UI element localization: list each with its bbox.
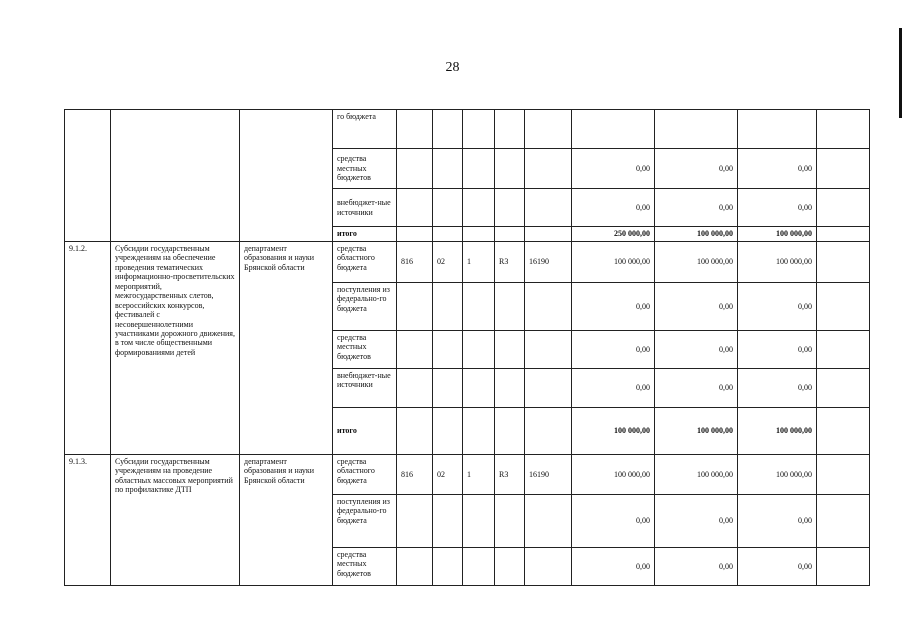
funding-source-cell: средства местных бюджетов bbox=[333, 149, 397, 189]
funding-source-cell: средства областного бюджета bbox=[333, 242, 397, 283]
year1-amount: 100 000,00 bbox=[572, 455, 655, 495]
year3-amount: 0,00 bbox=[738, 189, 817, 227]
funding-source-cell: средства областного бюджета bbox=[333, 455, 397, 495]
total-label: итого bbox=[333, 227, 397, 242]
table-row bbox=[65, 110, 870, 149]
year3-amount bbox=[738, 110, 817, 149]
year3-total: 100 000,00 bbox=[738, 227, 817, 242]
year1-amount: 0,00 bbox=[572, 548, 655, 586]
item-title-cell bbox=[111, 110, 240, 242]
year3-amount: 100 000,00 bbox=[738, 242, 817, 283]
year1-total: 100 000,00 bbox=[572, 408, 655, 455]
year2-amount: 0,00 bbox=[655, 331, 738, 369]
expense-code: 16190 bbox=[525, 242, 572, 283]
target-code: R3 bbox=[495, 242, 525, 283]
year3-amount: 0,00 bbox=[738, 369, 817, 408]
target-code: R3 bbox=[495, 455, 525, 495]
year2-amount bbox=[655, 110, 738, 149]
budget-table bbox=[64, 109, 870, 586]
total-label: итого bbox=[333, 408, 397, 455]
page-number: 28 bbox=[445, 60, 460, 75]
expense-code: 16190 bbox=[525, 455, 572, 495]
page-edge-mark bbox=[899, 28, 902, 118]
year3-total: 100 000,00 bbox=[738, 408, 817, 455]
year3-amount: 0,00 bbox=[738, 331, 817, 369]
year1-amount: 100 000,00 bbox=[572, 242, 655, 283]
funding-source-cell: поступления из федерально-го бюджета bbox=[333, 283, 397, 331]
year2-amount: 100 000,00 bbox=[655, 242, 738, 283]
section-code: 02 bbox=[433, 242, 463, 283]
funding-source-cell: средства местных бюджетов bbox=[333, 331, 397, 369]
year3-amount: 0,00 bbox=[738, 283, 817, 331]
year1-amount: 0,00 bbox=[572, 495, 655, 548]
funding-source-cell: средства местных бюджетов bbox=[333, 548, 397, 586]
funding-source-cell: внебюджет-ные источники bbox=[333, 369, 397, 408]
table-row bbox=[65, 455, 870, 495]
year2-total: 100 000,00 bbox=[655, 227, 738, 242]
item-number-cell bbox=[65, 110, 111, 242]
executor-cell: департамент образования и науки Брянской области bbox=[240, 242, 333, 455]
grbs-code: 816 bbox=[397, 455, 433, 495]
grbs-code: 816 bbox=[397, 242, 433, 283]
funding-source-cell: внебюджет-ные источники bbox=[333, 189, 397, 227]
year1-amount: 0,00 bbox=[572, 331, 655, 369]
item-number-cell: 9.1.2. bbox=[65, 242, 111, 455]
funding-source-cell: поступления из федерально-го бюджета bbox=[333, 495, 397, 548]
year2-amount: 0,00 bbox=[655, 369, 738, 408]
year1-amount: 0,00 bbox=[572, 149, 655, 189]
year1-amount: 0,00 bbox=[572, 369, 655, 408]
year1-total: 250 000,00 bbox=[572, 227, 655, 242]
year3-amount: 100 000,00 bbox=[738, 455, 817, 495]
executor-cell: департамент образования и науки Брянской области bbox=[240, 455, 333, 586]
year2-amount: 0,00 bbox=[655, 149, 738, 189]
year2-amount: 100 000,00 bbox=[655, 455, 738, 495]
year2-amount: 0,00 bbox=[655, 283, 738, 331]
subsection-code: 1 bbox=[463, 242, 495, 283]
year3-amount: 0,00 bbox=[738, 149, 817, 189]
funding-source-cell: го бюджета bbox=[333, 110, 397, 149]
executor-cell bbox=[240, 110, 333, 242]
year2-amount: 0,00 bbox=[655, 548, 738, 586]
year1-amount: 0,00 bbox=[572, 189, 655, 227]
year2-amount: 0,00 bbox=[655, 495, 738, 548]
subsection-code: 1 bbox=[463, 455, 495, 495]
year2-total: 100 000,00 bbox=[655, 408, 738, 455]
item-number-cell: 9.1.3. bbox=[65, 455, 111, 586]
year3-amount: 0,00 bbox=[738, 548, 817, 586]
year2-amount: 0,00 bbox=[655, 189, 738, 227]
year3-amount: 0,00 bbox=[738, 495, 817, 548]
year1-amount bbox=[572, 110, 655, 149]
section-code: 02 bbox=[433, 455, 463, 495]
year1-amount: 0,00 bbox=[572, 283, 655, 331]
item-title-cell: Субсидии государственным учреждениям на проведение областных массовых мероприятий по профилактике ДТП bbox=[111, 455, 240, 586]
item-title-cell: Субсидии государственным учреждениям на обеспечение проведения тематических информационно-просветительских мероприятий, межгосударственных слетов, всероссийских конкурсов, фестивалей с несовершеннолетними участниками дорожного движения, в том числе общественными формированиями детей bbox=[111, 242, 240, 455]
table-row bbox=[65, 242, 870, 283]
